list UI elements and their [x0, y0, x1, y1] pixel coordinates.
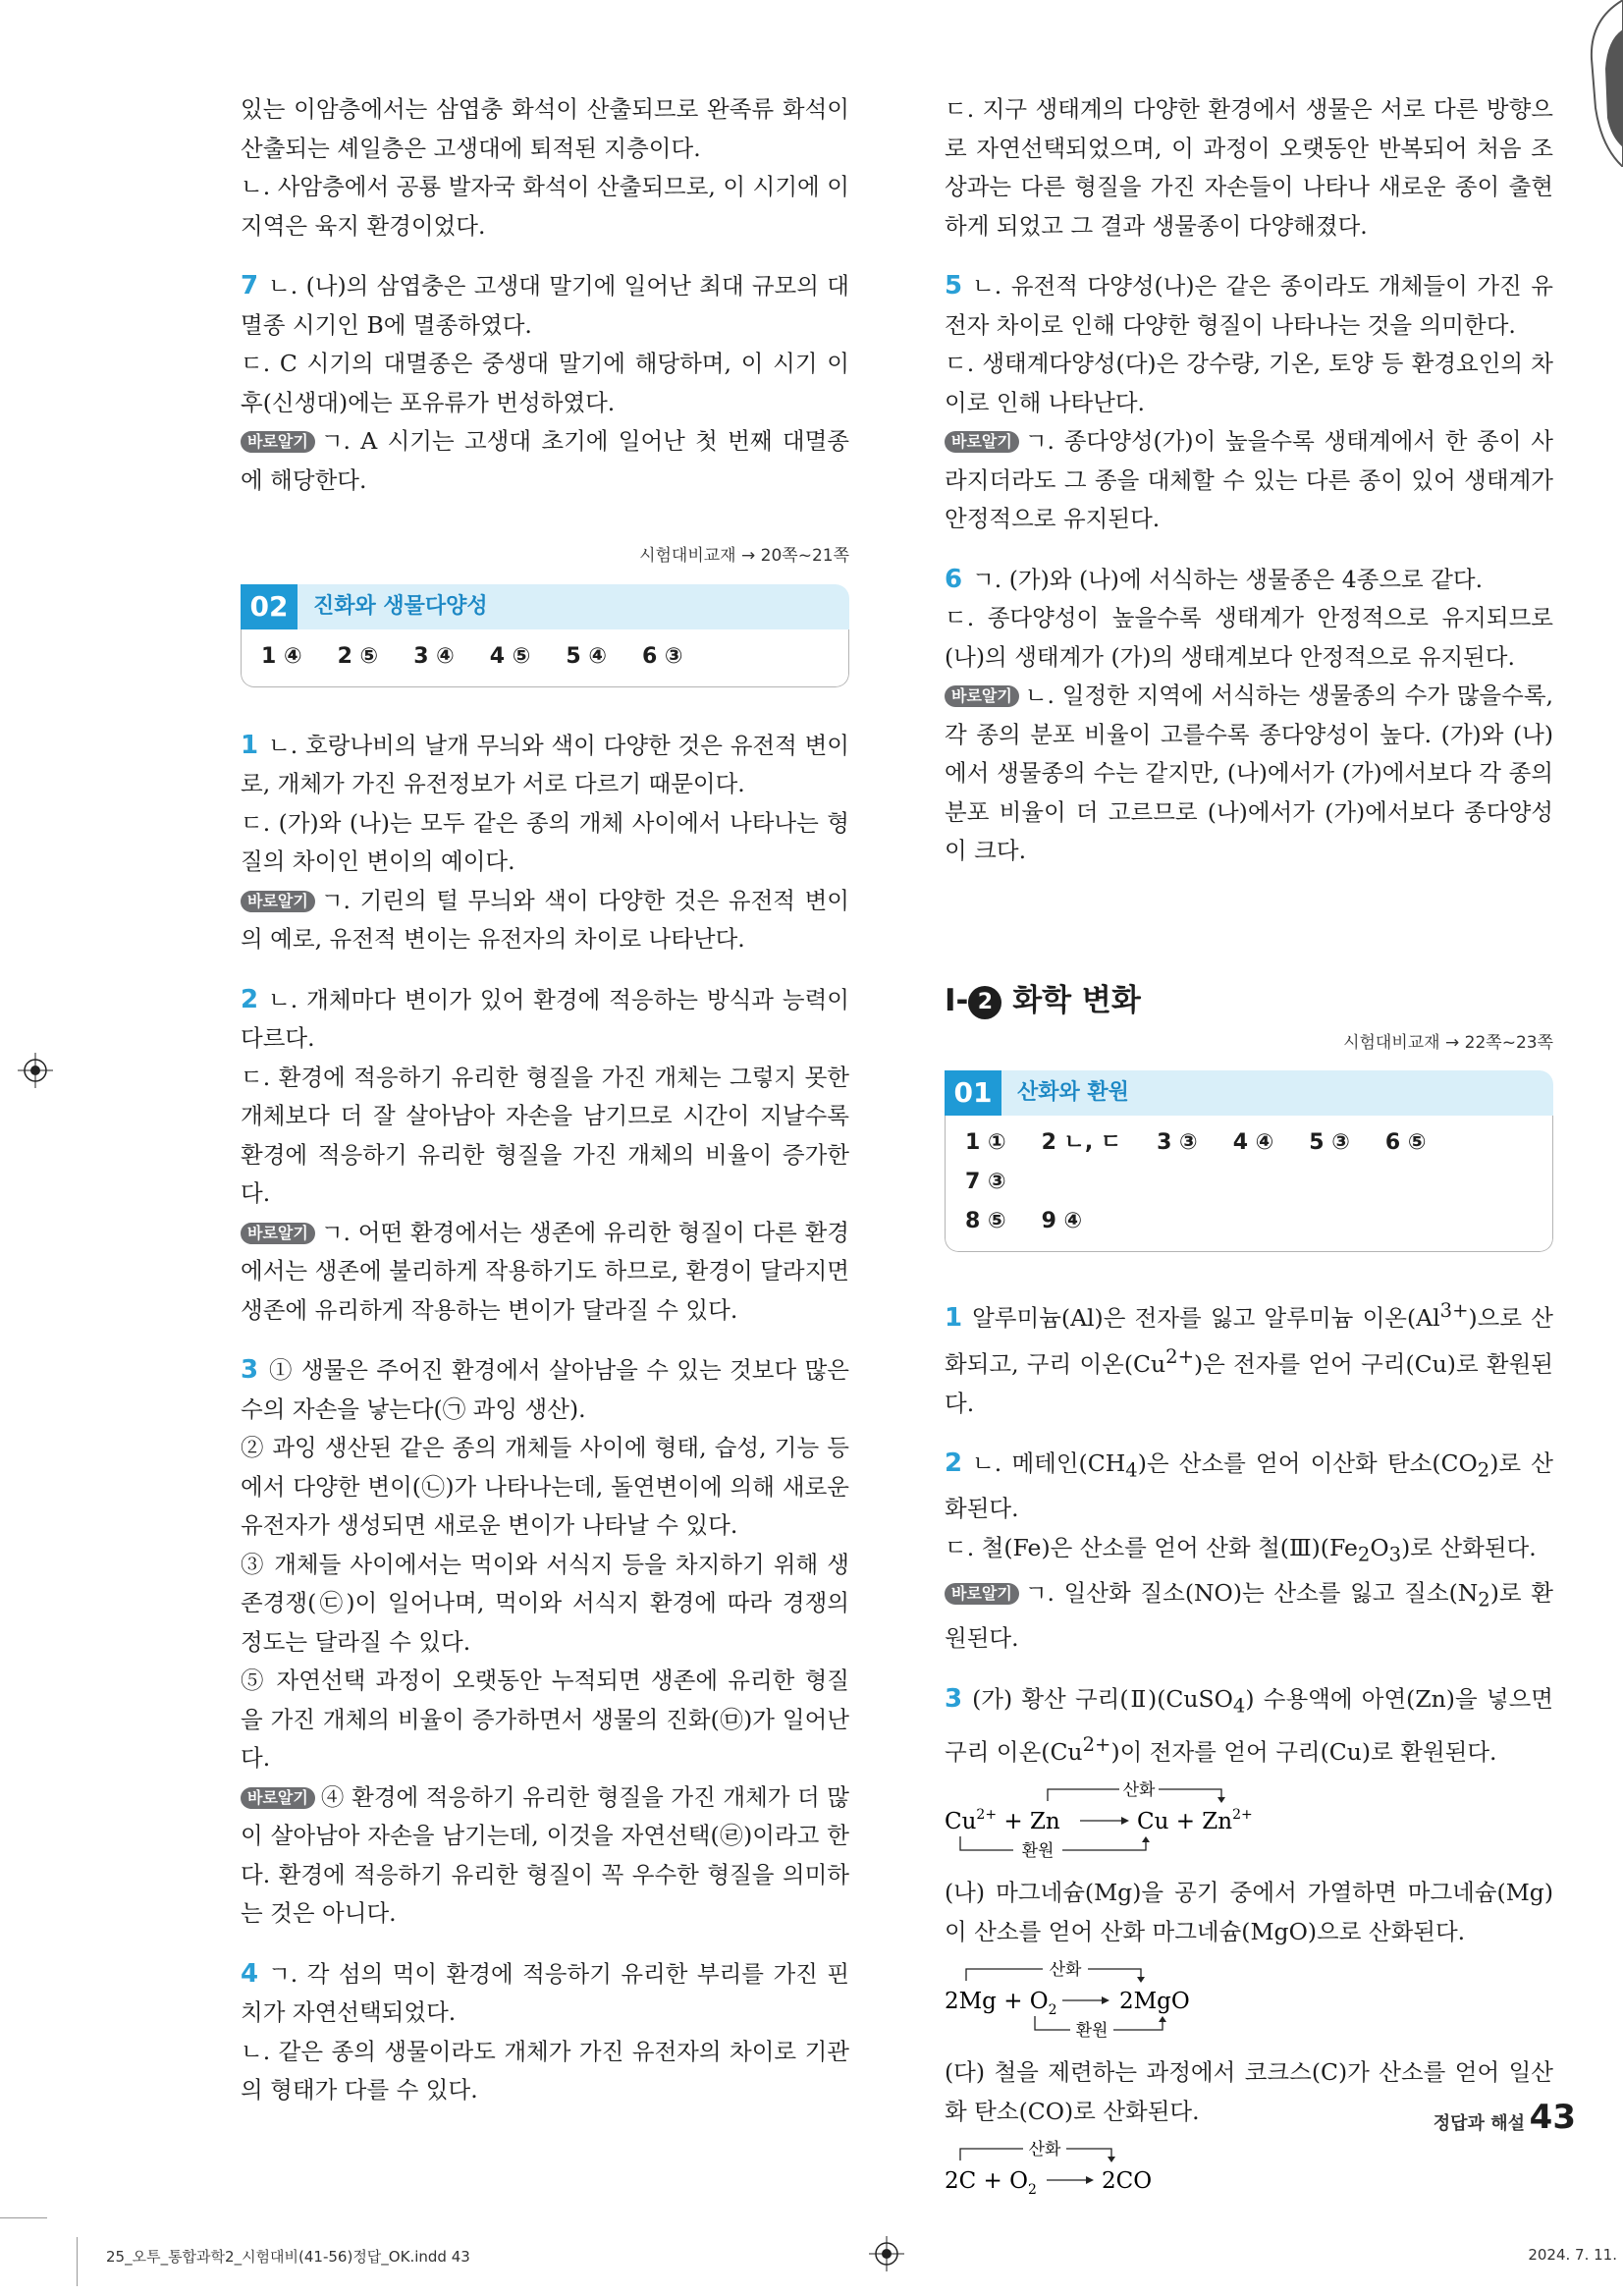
- equation-left: $2Mg + O_2$: [945, 1989, 1057, 2019]
- page-number: 43: [1529, 2098, 1576, 2137]
- fix-text: ㄱ. A 시기는 고생대 초기에 일어난 첫 번째 대멸종에 해당한다.: [241, 427, 849, 494]
- section-number: 02: [241, 584, 298, 629]
- text-line: (나) 마그네슘(Mg)을 공기 중에서 가열하면 마그네슘(Mg)이 산소를 얻어 산화 마그네슘(MgO)으로 산화된다.: [945, 1879, 1553, 1945]
- answer-key-item: 8 ⑤: [965, 1209, 1006, 1233]
- registration-mark-icon: [18, 1053, 53, 1088]
- question-number: 2: [241, 984, 259, 1014]
- text-line: ㄴ. 사암층에서 공룡 발자국 화석이 산출되므로, 이 시기에 이 지역은 육지 환경이었다.: [241, 173, 849, 240]
- text-line: )로 산화된다.: [945, 1449, 1553, 1523]
- equation-right: $Cu + Zn^{2+}$: [1137, 1807, 1253, 1835]
- fix-badge: 바로알기: [241, 1787, 315, 1809]
- equation-1: [945, 1779, 1553, 1864]
- chapter-number-circle: 2: [968, 986, 1001, 1019]
- registration-mark-icon: [869, 2236, 904, 2271]
- section-box-02: [241, 584, 849, 687]
- answer-4: [241, 1955, 849, 2110]
- answer-1: [241, 727, 849, 959]
- answer-key-item: 5 ④: [566, 643, 607, 669]
- answer-key-item: 6 ⑤: [1384, 1130, 1427, 1155]
- crop-mark: [77, 2237, 78, 2286]
- text-line: ㄴ. 같은 종의 생물이라도 개체가 가진 유전자의 차이로 기관의 형태가 다를 수 있다.: [241, 2037, 849, 2104]
- subscript: 4: [1232, 1694, 1246, 1718]
- text-line: ㄴ. 개체마다 변이가 있어 환경에 적응하는 방식과 능력이 다르다.: [241, 985, 849, 1052]
- question-number: 6: [945, 564, 963, 594]
- fix-text: ㄱ. 기린의 털 무늬와 색이 다양한 것은 유전적 변이의 예로, 유전적 변이는 유전자의 차이로 나타난다.: [241, 886, 849, 953]
- equation-3: [945, 2139, 1553, 2198]
- answer-key-item: 3 ④: [413, 643, 455, 669]
- question-number: 5: [945, 271, 963, 301]
- answer-key-item: 7 ③: [965, 1170, 1006, 1194]
- answer-6: [945, 561, 1553, 871]
- text-line: 있는 이암층에서는 삼엽충 화석이 산출되므로 완족류 화석이 산출되는 셰일층은 고생대에 퇴적된 지층이다.: [241, 95, 849, 162]
- answer-key-item: 1 ①: [965, 1130, 1006, 1155]
- subscript: 2: [1478, 1588, 1490, 1612]
- oxidation-label: 산화: [1122, 1780, 1156, 1801]
- answer-key-item: 2 ㄴ, ㄷ: [1041, 1130, 1122, 1155]
- chapter-tab-corner: [1584, 0, 1623, 167]
- question-number: 2: [945, 1449, 963, 1479]
- fix-badge: 바로알기: [241, 1223, 315, 1244]
- subscript: 2: [1357, 1543, 1371, 1566]
- text-line: ① 생물은 주어진 환경에서 살아남을 수 있는 것보다 많은 수의 자손을 낳는다(㉠ 과잉 생산).: [241, 1356, 849, 1423]
- answer-3: [241, 1351, 849, 1934]
- section-number: 01: [945, 1070, 1001, 1116]
- redox-equation-diagram: [945, 1959, 1259, 2044]
- equation-right: 2MgO: [1119, 1989, 1190, 2015]
- text-line: ㄴ. 메테인(CH: [972, 1449, 1126, 1478]
- print-file-name: 25_오투_통합과학2_시험대비(41-56)정답_OK.indd 43: [106, 2248, 470, 2266]
- fix-badge: 바로알기: [945, 431, 1019, 453]
- equation-right: 2CO: [1102, 2168, 1153, 2195]
- text-line: )로 산화된다.: [1401, 1533, 1537, 1561]
- right-continued: [945, 90, 1553, 246]
- text-line: )은 산소를 얻어 이산화 탄소(CO: [1137, 1449, 1478, 1478]
- reduction-label: 환원: [1075, 2021, 1109, 2042]
- superscript: 2+: [1165, 1345, 1195, 1369]
- left-continued: [241, 90, 849, 246]
- section-header: [241, 584, 849, 629]
- fix-badge: 바로알기: [241, 891, 315, 912]
- fix-text: ㄴ. 일정한 지역에 서식하는 생물종의 수가 많을수록, 각 종의 분포 비율이 고를수록 종다양성이 높다. (가)와 (나)에서 생물종의 수는 같지만, (나)에서가 (가)에서보다 각 종의 분포 비율이 더 고르므로 (나)에서가 (가)에서보다 종다양성이 크다.: [945, 682, 1553, 864]
- footer-title: 정답과 해설: [1433, 2113, 1525, 2134]
- question-number: 7: [241, 271, 259, 301]
- question-number: 3: [945, 1683, 963, 1714]
- chapter-title: 화학 변화: [1012, 982, 1141, 1018]
- fix-badge: 바로알기: [945, 1583, 1019, 1605]
- text-line: ) 수용액에 아연(Zn)을 넣으면 구리 이온(Cu: [945, 1684, 1554, 1766]
- text-line: ㄴ. 호랑나비의 날개 무늬와 색이 다양한 것은 유전적 변이로, 개체가 가진 유전정보가 서로 다르기 때문이다.: [241, 731, 849, 797]
- answer-key-item: 1 ④: [261, 643, 302, 669]
- answer-2-redox: [945, 1445, 1553, 1659]
- question-number: 4: [241, 1958, 259, 1989]
- text-line: O: [1370, 1533, 1389, 1561]
- answer-key-item: 4 ⑤: [489, 643, 531, 669]
- fix-text: ㄱ. 어떤 환경에서는 생존에 유리한 형질이 다른 환경에서는 생존에 불리하게 작용하기도 하므로, 환경이 달라지면 생존에 유리하게 작용하는 변이가 달라질 수 있다.: [241, 1218, 849, 1324]
- fix-text: ㄱ. 종다양성(가)이 높을수록 생태계에서 한 종이 사라지더라도 그 종을 대체할 수 있는 다른 종이 있어 생태계가 안정적으로 유지된다.: [945, 427, 1553, 532]
- equation-2: [945, 1959, 1553, 2044]
- text-line: ㄱ. (가)와 (나)에 서식하는 생물종은 4종으로 같다.: [972, 565, 1484, 593]
- text-line: ③ 개체들 사이에서는 먹이와 서식지 등을 차지하기 위해 생존경쟁(㉢)이 일어나며, 먹이와 서식지 환경에 따라 경쟁의 정도는 달라질 수 있다.: [241, 1550, 849, 1656]
- answer-2: [241, 981, 849, 1331]
- answer-key-item: 5 ③: [1309, 1130, 1350, 1155]
- fix-text: ④ 환경에 적응하기 유리한 형질을 가진 개체가 더 많이 살아남아 자손을 남기는데, 이것을 자연선택(㉣)이라고 한다. 환경에 적응하기 유리한 형질이 꼭 우수한 형질을 의미하는 것은 아니다.: [241, 1782, 849, 1927]
- textbook-ref: 시험대비교재 → 20쪽~21쪽: [639, 546, 849, 566]
- answer-key: [945, 1116, 1553, 1252]
- answer-5: [945, 267, 1553, 539]
- answer-7: [241, 267, 849, 500]
- question-number: 1: [241, 730, 259, 760]
- text-line: ㄴ. 유전적 다양성(나)은 같은 종이라도 개체들이 가진 유전자 차이로 인해 다양한 형질이 나타나는 것을 의미한다.: [945, 272, 1553, 339]
- oxidation-label: 산화: [1028, 2140, 1061, 2160]
- equation-left: $Cu^{2+} + Zn$: [945, 1807, 1060, 1835]
- text-line: (다) 철을 제련하는 과정에서 코크스(C)가 산소를 얻어 일산화 탄소(CO)로 산화된다.: [945, 2058, 1553, 2125]
- answer-key-item: 4 ④: [1232, 1130, 1274, 1155]
- subscript: 4: [1125, 1458, 1138, 1482]
- section-header: [945, 1070, 1553, 1116]
- text-line: ㄷ. 종다양성이 높을수록 생태계가 안정적으로 유지되므로 (나)의 생태계가 (가)의 생태계보다 안정적으로 유지된다.: [945, 604, 1553, 671]
- text-line: ㄱ. 각 섬의 먹이 환경에 적응하기 유리한 부리를 가진 핀치가 자연선택되었다.: [241, 1959, 849, 2026]
- subscript: 3: [1388, 1543, 1402, 1566]
- chapter-heading: [945, 979, 1553, 1022]
- equation-left: $2C + O_2$: [945, 2168, 1037, 2199]
- answer-key-item: 3 ③: [1157, 1130, 1198, 1155]
- answer-key-item: 9 ④: [1041, 1209, 1083, 1233]
- text-line: ⑤ 자연선택 과정이 오랫동안 누적되면 생존에 유리한 형질을 가진 개체의 비율이 증가하면서 생물의 진화(㉤)가 일어난다.: [241, 1667, 849, 1772]
- section-title: 산화와 환원: [1017, 1080, 1129, 1106]
- chapter-prefix: Ⅰ-: [945, 982, 969, 1018]
- text-line: ㄷ. 환경에 적응하기 유리한 형질을 가진 개체는 그렇지 못한 개체보다 더 잘 살아남아 자손을 남기므로 시간이 지날수록 환경에 적응하기 유리한 형질을 가진 개체의 비율이 증가한다.: [241, 1063, 849, 1207]
- answer-key: [241, 629, 849, 687]
- redox-equation-diagram: [945, 1779, 1259, 1864]
- right-column: [945, 90, 1553, 2219]
- text-line: ② 과잉 생산된 같은 종의 개체들 사이에 형태, 습성, 기능 등에서 다양한 변이(㉡)가 나타나는데, 돌연변이에 의해 새로운 유전자가 생성되면 새로운 변이가 나타날 수 있다.: [241, 1434, 849, 1539]
- superscript: 3+: [1439, 1299, 1469, 1322]
- question-number: 1: [945, 1302, 963, 1333]
- text-line: ㄷ. 지구 생태계의 다양한 환경에서 생물은 서로 다른 방향으로 자연선택되었으며, 이 과정이 오랫동안 반복되어 처음 조상과는 다른 형질을 가진 자손들이 나타나 새로운 종이 출현하게 되었고 그 결과 생물종이 다양해졌다.: [945, 95, 1553, 240]
- left-column: [241, 90, 849, 2132]
- text-line: ㄷ. 철(Fe)은 산소를 얻어 산화 철(Ⅲ)(Fe: [945, 1533, 1358, 1561]
- textbook-ref: 시험대비교재 → 22쪽~23쪽: [1343, 1032, 1553, 1053]
- section-title: 진화와 생물다양성: [313, 593, 488, 619]
- fix-text: ㄱ. 일산화 질소(NO)는 산소를 잃고 질소(N: [1024, 1579, 1479, 1608]
- text-line: (가) 황산 구리(Ⅱ)(CuSO: [972, 1684, 1233, 1713]
- answer-1-redox: [945, 1291, 1553, 1423]
- subscript: 2: [1477, 1458, 1490, 1482]
- superscript: 2+: [1082, 1732, 1111, 1756]
- fix-badge: 바로알기: [241, 431, 315, 453]
- text-line: 알루미늄(Al)은 전자를 잃고 알루미늄 이온(Al: [972, 1303, 1440, 1332]
- text-line: ㄴ. (나)의 삼엽충은 고생대 말기에 일어난 최대 규모의 대멸종 시기인 B에 멸종하였다.: [241, 272, 849, 339]
- answer-key-item: 2 ⑤: [337, 643, 379, 669]
- oxidation-label: 산화: [1049, 1960, 1082, 1981]
- text-line: )으로 산화되고, 구리 이온(Cu: [945, 1303, 1553, 1379]
- reduction-label: 환원: [1021, 1841, 1055, 1862]
- question-number: 3: [241, 1355, 259, 1385]
- text-line: )은 전자를 얻어 구리(Cu)로 환원된다.: [945, 1350, 1553, 1417]
- print-date: 2024. 7. 11.: [1528, 2246, 1617, 2264]
- answer-key-item: 6 ③: [641, 643, 683, 669]
- text-line: )이 전자를 얻어 구리(Cu)로 환원된다.: [1110, 1737, 1497, 1766]
- text-line: ㄷ. (가)와 (나)는 모두 같은 종의 개체 사이에서 나타나는 형질의 차이인 변이의 예이다.: [241, 808, 849, 875]
- fix-text: )로 환원된다.: [945, 1579, 1553, 1653]
- text-line: ㄷ. C 시기의 대멸종은 중생대 말기에 해당하며, 이 시기 이후(신생대)에는 포유류가 번성하였다.: [241, 350, 849, 416]
- text-line: ㄷ. 생태계다양성(다)은 강수량, 기온, 토양 등 환경요인의 차이로 인해 나타난다.: [945, 350, 1553, 416]
- section-box-01: [945, 1070, 1553, 1252]
- crop-mark: [0, 2217, 47, 2218]
- redox-equation-diagram: [945, 2139, 1259, 2198]
- fix-badge: 바로알기: [945, 685, 1019, 707]
